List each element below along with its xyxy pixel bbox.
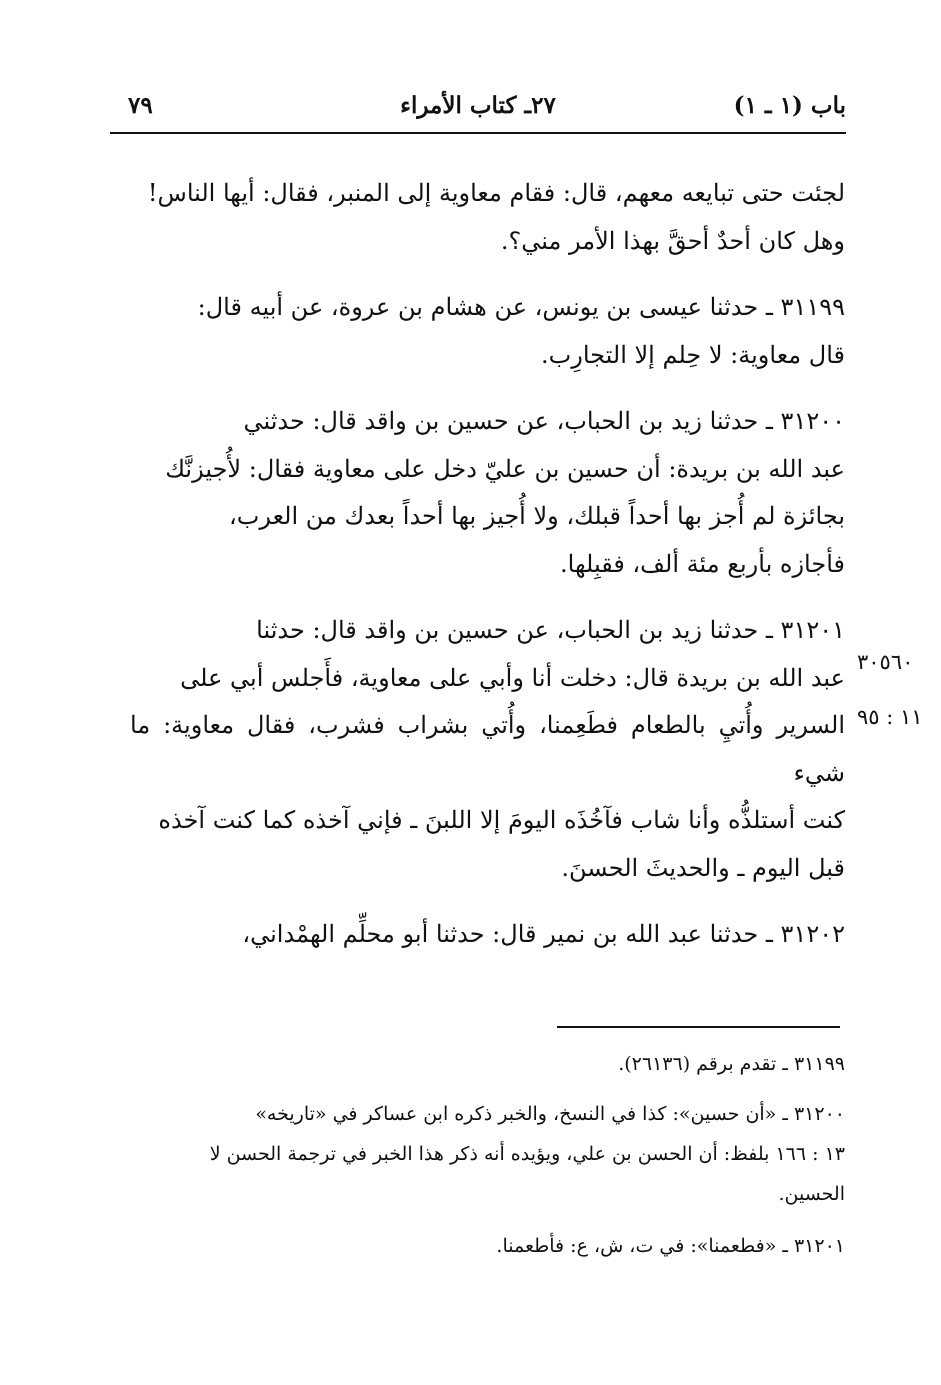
footnote-31201: ٣١٢٠١ ـ «فطعمنا»: في ت، ش، ع: فأطعمنا. [496, 1235, 845, 1257]
footnote-divider [557, 1026, 840, 1028]
running-header [110, 86, 846, 134]
footnote-31199: ٣١١٩٩ ـ تقدم برقم (٢٦١٣٦). [618, 1053, 845, 1075]
hadith-31202: ٣١٢٠٢ ـ حدثنا عبد الله بن نمير قال: حدثنا أبو محلِّم الهمْداني، [242, 920, 845, 948]
margin-reference-number: ٣٠٥٦٠ [857, 650, 914, 674]
main-text [130, 170, 845, 959]
hadith-31200: ٣١٢٠٠ ـ حدثنا زيد بن الحباب، عن حسين بن واقد قال: حدثني عبد الله بن بريدة: أن حسين بن عليّ دخل على معاوية فقال: لأُجيزنَّك بجائزة لم أُجز بها أحداً قبلك، ولا أُجيز بها أحداً بعدك من العرب، فأجازه بأربع مئة ألف، فقبِلها. [165, 407, 845, 578]
margin-reference-volume-page: ١١ : ٩٥ [857, 705, 923, 729]
hadith-31201: ٣١٢٠١ ـ حدثنا زيد بن الحباب، عن حسين بن واقد قال: حدثنا عبد الله بن بريدة قال: دخلت أنا وأبي على معاوية، فأَجلس أبي على السرير وأُتيِ بالطعام فطَعِمنا، وأُتي بشراب فشرب، فقال معاوية: ما شيء كنت أستلذُّه وأنا شاب فآخُذَه اليومَ إلا اللبنَ ـ فإني آخذه كما كنت آخذه قبل اليوم ـ والحديثَ الحسنَ. [130, 616, 845, 882]
page-number: ٧٩ [128, 92, 153, 119]
footnote-31200: ٣١٢٠٠ ـ «أن حسين»: كذا في النسخ، والخبر ذكره ابن عساكر في «تاريخه» ١٣ : ١٦٦ بلفظ: أن الحسن بن علي، ويؤيده أنه ذكر هذا الخبر في ترجمة الحسن لا الحسين. [209, 1103, 845, 1205]
footnotes [125, 1044, 845, 1266]
chapter-heading: باب (١ ـ ١) [733, 92, 846, 119]
book-title: ٢٧ـ كتاب الأمراء [400, 92, 556, 119]
hadith-31199: ٣١١٩٩ ـ حدثنا عيسى بن يونس، عن هشام بن عروة، عن أبيه قال: قال معاوية: لا حِلم إلا التجارِب. [197, 293, 845, 369]
paragraph-continuation: لجئت حتى تبايعه معهم، قال: فقام معاوية إلى المنبر، فقال: أيها الناس! وهل كان أحدٌ أحقَّ بهذا الأمر مني؟. [147, 179, 845, 255]
